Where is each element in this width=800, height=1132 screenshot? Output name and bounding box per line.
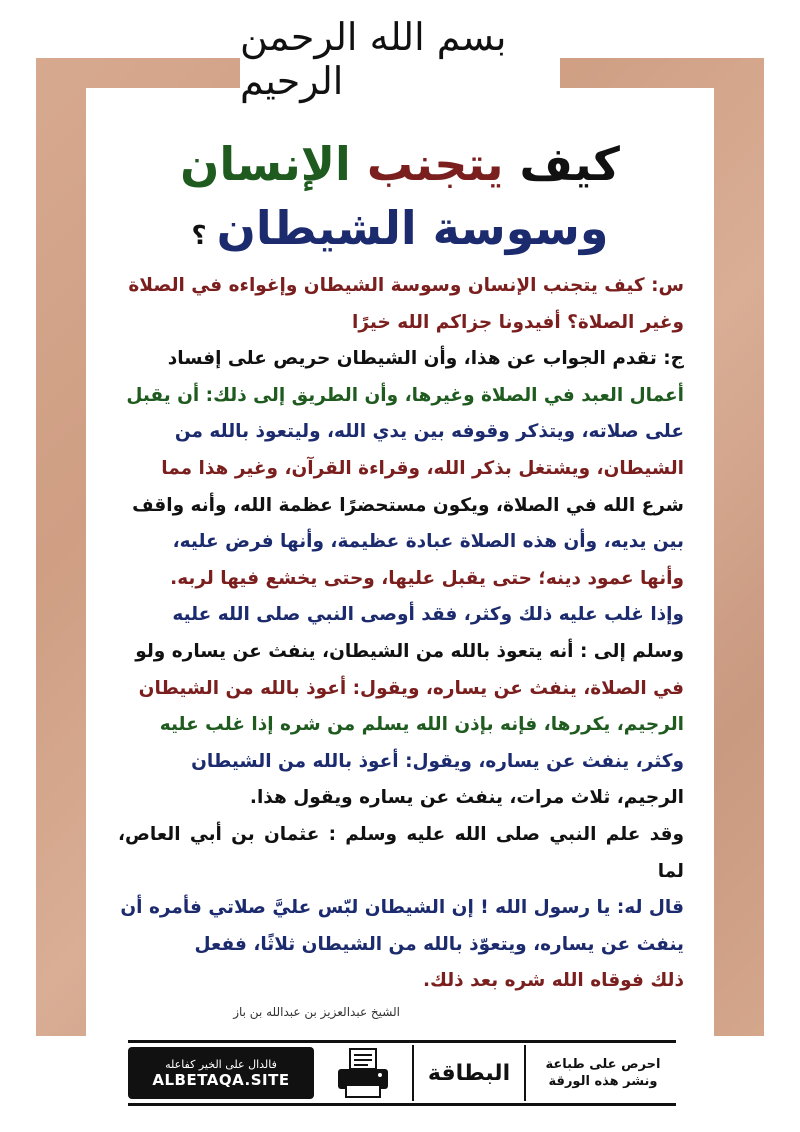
title-line-2 [110,196,690,268]
title-whispering: وسوسة الشيطان [216,201,609,255]
answer-line: قال له: يا رسول الله ! إن الشيطان لبّس عليَّ صلاتي فأمره أن [120,897,684,919]
question-line: وغير الصلاة؟ أفيدونا جزاكم الله خيرًا [352,311,684,333]
answer-line: وكثر، ينفث عن يساره، ويقول: أعوذ بالله من الشيطان [191,750,684,772]
answer-line: الرجيم، يكررها، فإنه بإذن الله يسلم من شره إذا غلب عليه [159,714,684,736]
question-line: س: كيف يتجنب الإنسان وسوسة الشيطان وإغواءه في الصلاة [128,275,684,296]
title-word-human: الإنسان [180,137,351,191]
basmala-calligraphy [240,15,560,103]
share-reminder [530,1047,676,1099]
title-line-1 [110,132,690,196]
answer-line: وإذا غلب عليه ذلك وكثر، فقد أوصى النبي صلى الله عليه [172,604,684,626]
site-url[interactable]: ALBETAQA.SITE [152,1070,290,1089]
answer-line: أعمال العبد في الصلاة وغيرها، وأن الطريق إلى ذلك: أن يقبل [126,384,684,406]
answer-line: بين يديه، وأن هذه الصلاة عبادة عظيمة، وأنها فرض عليه، [172,531,684,553]
fatwa-body [118,268,684,1000]
answer-line: وأنها عمود دينه؛ حتى يقبل عليها، وحتى يخشع فيها لربه. [170,567,684,589]
logo-text: البطاقة [427,1060,511,1086]
basmala-text: بسم الله الرحمن الرحيم [240,15,507,103]
answer-line: في الصلاة، ينفث عن يساره، ويقول: أعوذ بالله من الشيطان [138,677,684,699]
answer-line: ينفث عن يساره، ويتعوّذ بالله من الشيطان ثلاثًا، ففعل [194,933,684,955]
title-word-avoid: يتجنب [366,137,504,191]
share-line-2: ونشر هذه الورقة [548,1074,658,1089]
answer-line: الرجيم، ثلاث مرات، ينفث عن يساره ويقول هذا. [249,787,684,809]
answer-line: وسلم إلى : أنه يتعوذ بالله من الشيطان، ينفث عن يساره ولو [135,640,684,662]
albetaqa-logo [412,1045,526,1101]
site-tagline: فالدال على الخير كفاعله [165,1057,277,1071]
sheikh-signature: الشيخ عبدالعزيز بن عبدالله بن باز [233,1005,400,1019]
answer-line: وقد علم النبي صلى الله عليه وسلم : عثمان بن أبي العاص، لما [118,823,684,882]
answer-line: ج: تقدم الجواب عن هذا، وأن الشيطان حريص على إفساد [167,348,684,370]
answer-line: على صلاته، ويتذكر وقوفه بين يدي الله، وليتعوذ بالله من [174,421,684,443]
answer-line: شرع الله في الصلاة، ويكون مستحضرًا عظمة الله، وأنه واقف [132,494,684,516]
printer-icon [326,1045,402,1101]
title-question-mark: ؟ [191,221,207,251]
page-title [110,132,690,268]
footer-bar [128,1040,676,1106]
answer-line: ذلك فوقاه الله شره بعد ذلك. [422,970,684,992]
site-badge[interactable] [128,1047,314,1099]
title-word-how: كيف [519,137,620,191]
share-line-1: احرص على طباعة [545,1057,661,1072]
answer-line: الشيطان، ويشتغل بذكر الله، وقراءة القرآن، وغير هذا مما [161,457,684,479]
